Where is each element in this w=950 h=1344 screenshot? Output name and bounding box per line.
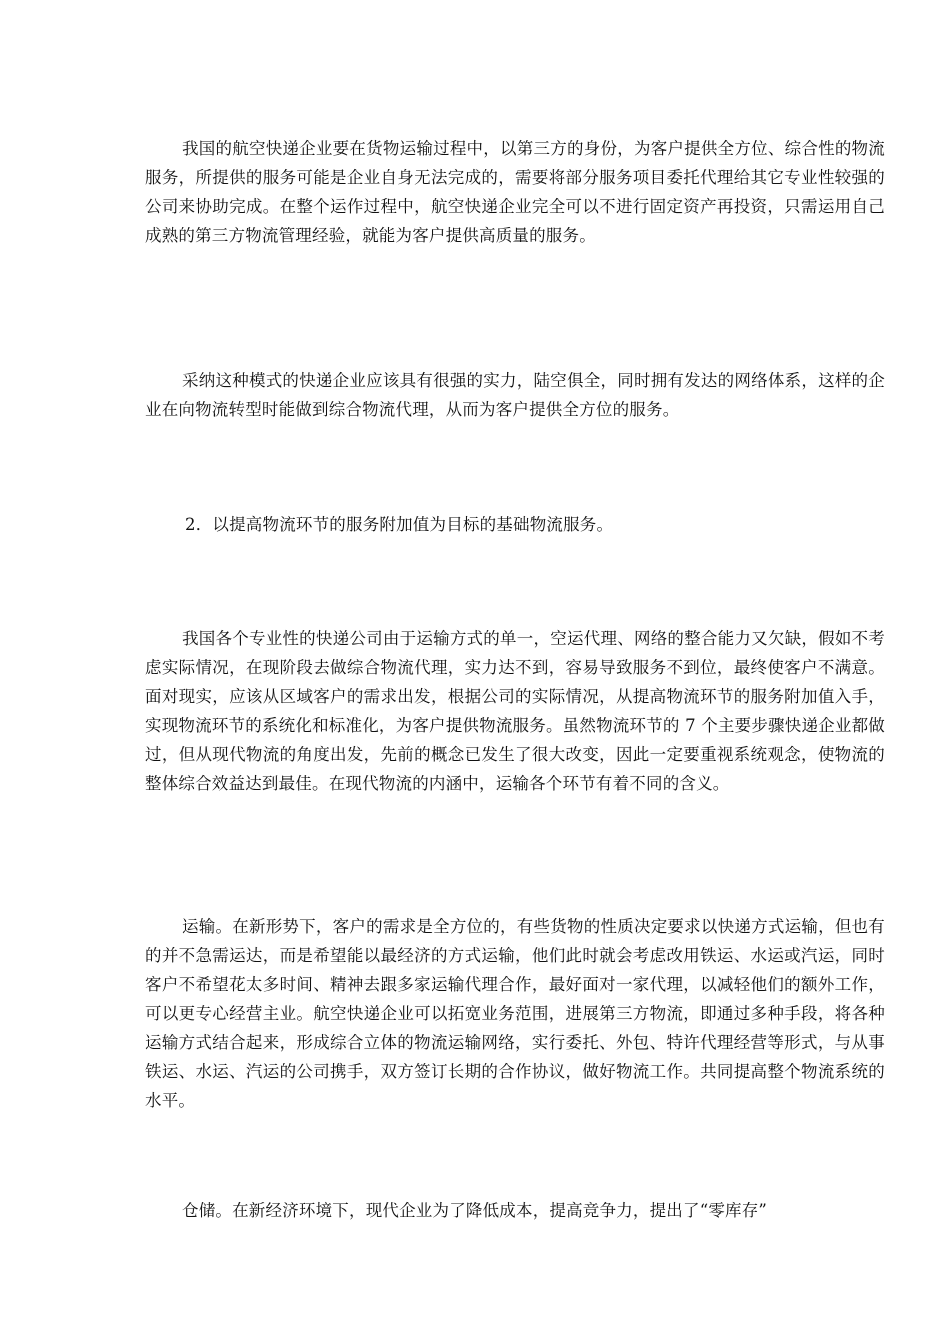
paragraph-transport: 运输。在新形势下，客户的需求是全方位的，有些货物的性质决定要求以快递方式运输，但也有的并不急需运达，而是希望能以最经济的方式运输，他们此时就会考虑改用铁运、水运或汽运，同时客户不希望花太多时间、精神去跟多家运输代理合作，最好面对一家代理，以减轻他们的额外工作，可以更专心经营主业。航空快递企业可以拓宽业务范围，进展第三方物流，即通过多种手段，将各种运输方式结合起来，形成综合立体的物流运输网络，实行委托、外包、特许代理经营等形式，与从事铁运、水运、汽运的公司携手，双方签订长期的合作协议，做好物流工作。共同提高整个物流系统的水平。: [145, 917, 885, 1110]
paragraph-integrated-logistics-agent: 采纳这种模式的快递企业应该具有很强的实力，陆空俱全，同时拥有发达的网络体系，这样的企业在向物流转型时能做到综合物流代理，从而为客户提供全方位的服务。: [145, 371, 885, 419]
paragraph-specialized-express: 我国各个专业性的快递公司由于运输方式的单一，空运代理、网络的整合能力又欠缺，假如不考虑实际情况，在现阶段去做综合物流代理，实力达不到，容易导致服务不到位，最终使客户不满意。面对现实，应该从区域客户的需求出发，根据公司的实际情况，从提高物流环节的服务附加值入手，实现物流环节的系统化和标准化，为客户提供物流服务。虽然物流环节的 7 个主要步骤快递企业都做过，但从现代物流的角度出发，先前的概念已发生了很大改变，因此一定要重视系统观念，使物流的整体综合效益达到最佳。在现代物流的内涵中，运输各个环节有着不同的含义。: [145, 629, 885, 793]
section-heading-basic-logistics: 2．以提高物流环节的服务附加值为目标的基础物流服务。: [185, 515, 614, 534]
paragraph-warehousing: 仓储。在新经济环境下，现代企业为了降低成本，提高竞争力，提出了“零库存”: [182, 1201, 768, 1220]
paragraph-third-party-service: 我国的航空快递企业要在货物运输过程中，以第三方的身份，为客户提供全方位、综合性的物流服务，所提供的服务可能是企业自身无法完成的，需要将部分服务项目委托代理给其它专业性较强的公司来协助完成。在整个运作过程中，航空快递企业完全可以不进行固定资产再投资，只需运用自己成熟的第三方物流管理经验，就能为客户提供高质量的服务。: [145, 139, 885, 245]
